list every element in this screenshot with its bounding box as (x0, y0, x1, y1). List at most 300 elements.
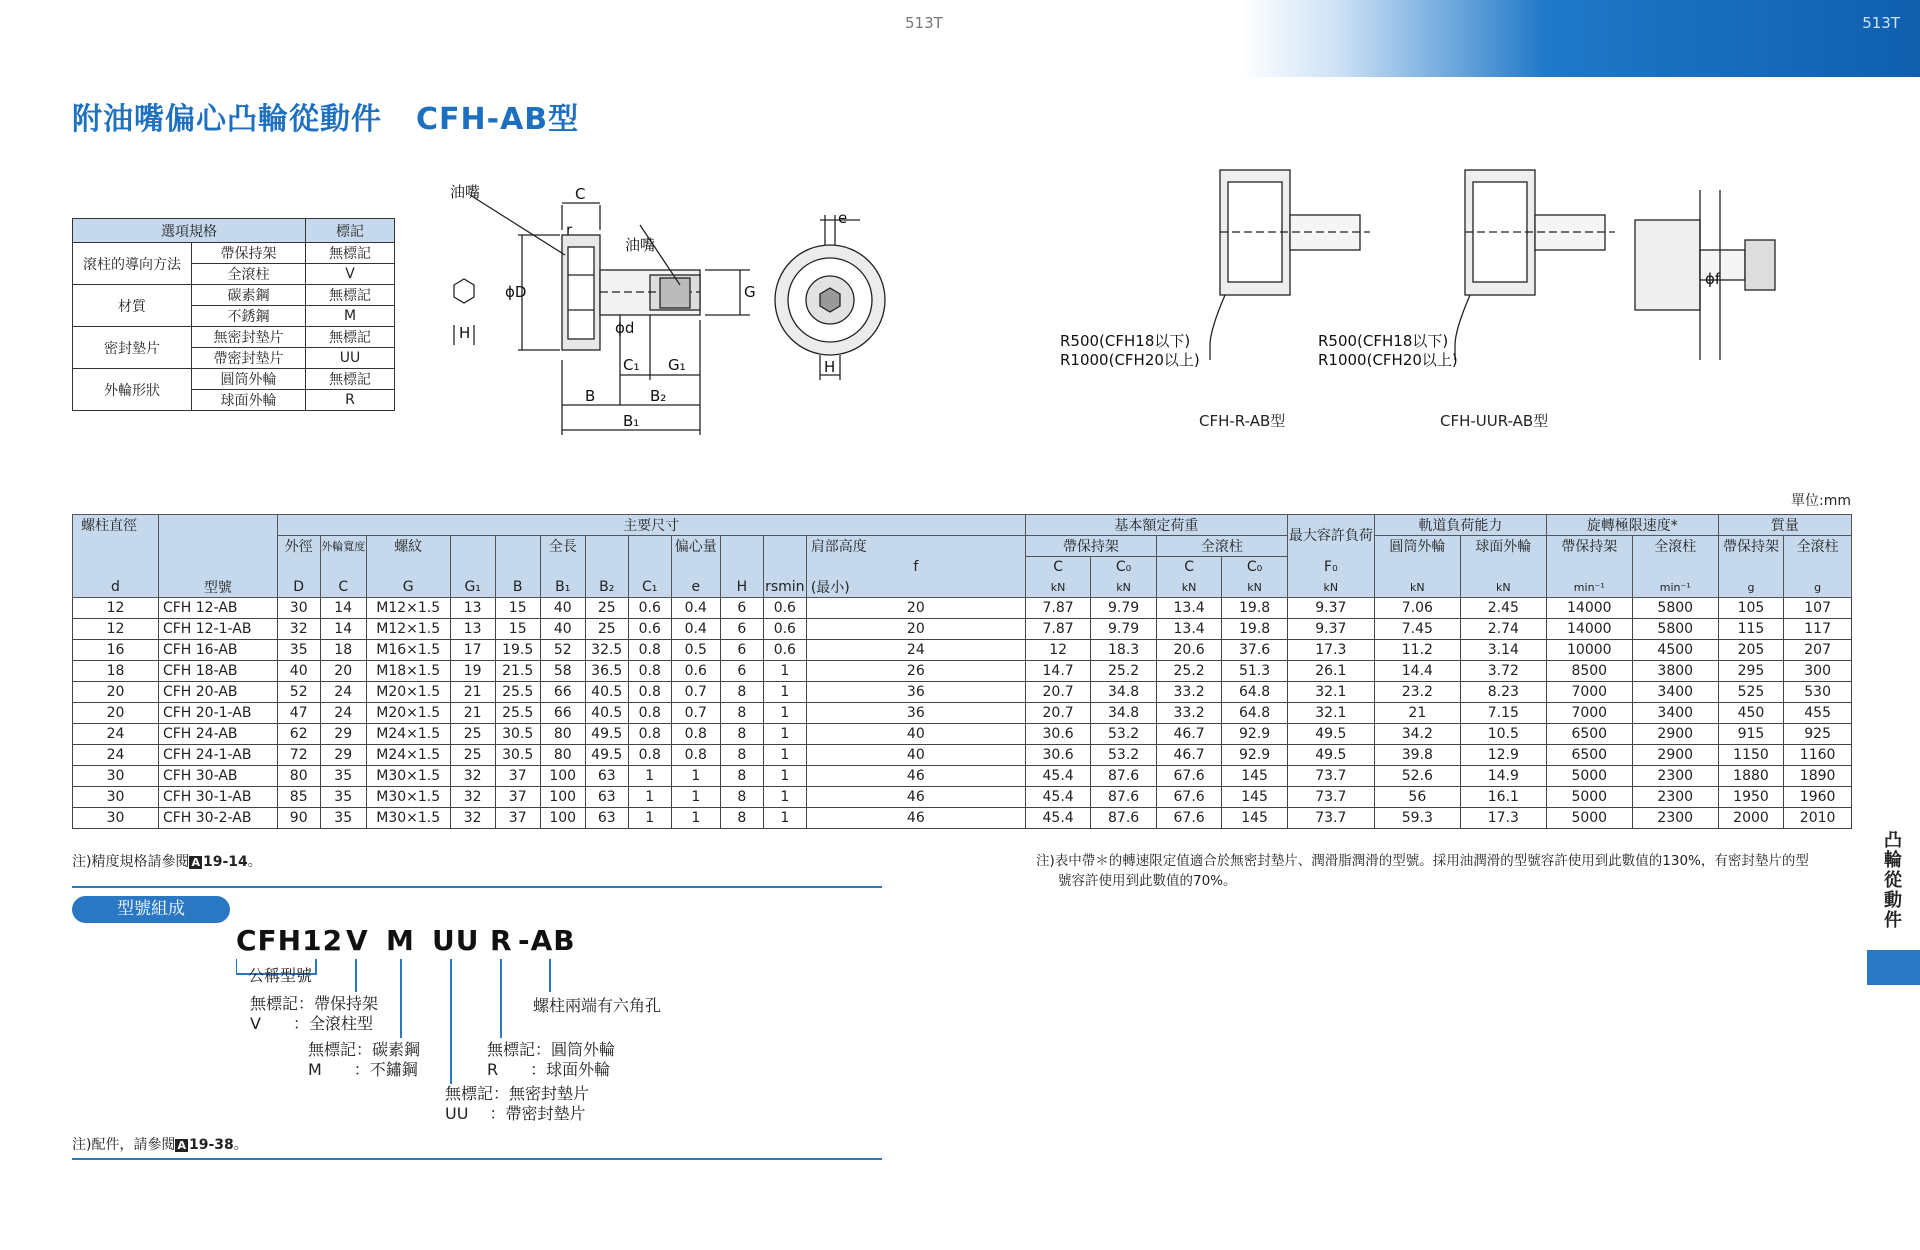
value-cell: 9.37 (1287, 619, 1374, 640)
unit-label: 單位:mm (1791, 493, 1851, 509)
value-cell: 24 (320, 682, 366, 703)
table-row (73, 640, 1852, 661)
value-cell: M20×1.5 (366, 703, 450, 724)
hdr-shoulder: 肩部高度 (806, 536, 1025, 557)
value-cell: 30 (277, 598, 320, 619)
symbol-cell: d (73, 577, 159, 598)
title-main: 附油嘴偏心凸輪從動件 (72, 102, 382, 137)
value-cell: 3400 (1632, 682, 1718, 703)
label-r: r (566, 221, 573, 239)
value-cell: 7000 (1546, 682, 1632, 703)
symbol-cell: D (277, 577, 320, 598)
legend-hex: 螺柱兩端有六角孔 (533, 996, 662, 1015)
value-cell: 8500 (1546, 661, 1632, 682)
ref-box-icon: A (177, 1139, 186, 1152)
value-cell: 49.5 (1287, 724, 1374, 745)
value-cell: M30×1.5 (366, 766, 450, 787)
r-note-2-line-2: R1000(CFH20以上) (1318, 351, 1458, 369)
note-precision (72, 851, 262, 871)
value-cell: 8 (720, 787, 763, 808)
value-cell: 80 (540, 745, 585, 766)
hdr-full-roller: 全滾柱 (1156, 536, 1287, 557)
value-cell: 53.2 (1091, 724, 1157, 745)
symbol-cell: e (671, 577, 720, 598)
value-cell: 20.6 (1156, 640, 1222, 661)
legend-material (308, 1040, 420, 1080)
value-cell: 35 (320, 766, 366, 787)
value-cell: 100 (540, 787, 585, 808)
header-band (1240, 0, 1920, 77)
value-cell: 2.45 (1460, 598, 1546, 619)
label-g: G (744, 283, 756, 301)
symbol-cell: C (320, 577, 366, 598)
value-cell: 73.7 (1287, 787, 1374, 808)
hdr-basic-load: 基本額定荷重 (1025, 515, 1287, 536)
value-cell: 0.8 (671, 724, 720, 745)
value-cell: 14000 (1546, 619, 1632, 640)
label-b1: B₁ (623, 412, 640, 430)
value-cell: 30.5 (495, 745, 540, 766)
model-cell: CFH 12-AB (158, 598, 277, 619)
value-cell: 30 (73, 808, 159, 829)
value-cell: 30.6 (1025, 745, 1091, 766)
value-cell: 30 (73, 787, 159, 808)
symbol-cell: G₁ (450, 577, 495, 598)
legend-material-1: 無標記：碳素鋼 (308, 1040, 421, 1059)
table-row (73, 598, 1852, 619)
symbol-cell: B (495, 577, 540, 598)
options-cell: 不銹鋼 (192, 306, 306, 327)
symbol-cell: rsmin (763, 577, 806, 598)
value-cell: 40 (540, 619, 585, 640)
value-cell: 46 (806, 787, 1025, 808)
value-cell: 1880 (1718, 766, 1784, 787)
value-cell: 20.7 (1025, 703, 1091, 724)
value-cell: 0.6 (628, 619, 671, 640)
value-cell: 0.6 (763, 640, 806, 661)
note-precision-ref (189, 854, 247, 870)
caption-cfh-r-ab: CFH-R-AB型 (1199, 412, 1286, 430)
code-part-seal: UU (432, 924, 480, 957)
options-cell: 帶保持架 (192, 243, 306, 264)
value-cell: 8 (720, 682, 763, 703)
value-cell: 2300 (1632, 787, 1718, 808)
value-cell: 8 (720, 703, 763, 724)
value-cell: 63 (585, 808, 628, 829)
value-cell: 530 (1784, 682, 1852, 703)
value-cell: 3400 (1632, 703, 1718, 724)
hdr-outer-dia: 外徑 (277, 536, 320, 557)
model-cell: CFH 12-1-AB (158, 619, 277, 640)
value-cell: 9.79 (1091, 619, 1157, 640)
options-group-material: 材質 (73, 285, 192, 327)
value-cell: 1160 (1784, 745, 1852, 766)
value-cell: 6 (720, 619, 763, 640)
value-cell: 300 (1784, 661, 1852, 682)
note-accessories-ref (175, 1137, 233, 1153)
value-cell: 49.5 (585, 745, 628, 766)
value-cell: 0.8 (628, 661, 671, 682)
value-cell: 18 (73, 661, 159, 682)
value-cell: 1890 (1784, 766, 1852, 787)
note-precision-text: 注)精度規格請參閱 (72, 854, 190, 870)
value-cell: 0.4 (671, 619, 720, 640)
value-cell: 51.3 (1222, 661, 1288, 682)
value-cell: 1150 (1718, 745, 1784, 766)
model-cell: CFH 20-AB (158, 682, 277, 703)
caption-cfh-uur-ab: CFH-UUR-AB型 (1440, 412, 1549, 430)
value-cell: 25 (585, 598, 628, 619)
model-cell: CFH 18-AB (158, 661, 277, 682)
value-cell: 46 (806, 808, 1025, 829)
value-cell: 72 (277, 745, 320, 766)
symbol-cell: kN (1091, 577, 1157, 598)
value-cell: 13.4 (1156, 619, 1222, 640)
value-cell: 67.6 (1156, 766, 1222, 787)
value-cell: 21 (1374, 703, 1460, 724)
value-cell: 7000 (1546, 703, 1632, 724)
value-cell: 35 (320, 808, 366, 829)
hdr-outer-width: 外輪寬度 (320, 536, 366, 557)
value-cell: 33.2 (1156, 703, 1222, 724)
value-cell: 25.2 (1091, 661, 1157, 682)
value-cell: 46.7 (1156, 724, 1222, 745)
value-cell: 10000 (1546, 640, 1632, 661)
label-oil-nipple-2: 油嘴 (625, 236, 656, 254)
value-cell: 5000 (1546, 766, 1632, 787)
table-row (73, 619, 1852, 640)
value-cell: 46 (806, 766, 1025, 787)
model-cell: CFH 30-1-AB (158, 787, 277, 808)
model-cell: CFH 20-1-AB (158, 703, 277, 724)
code-part-material: M (386, 924, 415, 957)
value-cell: 19.8 (1222, 598, 1288, 619)
hdr-eccentric: 偏心量 (671, 536, 720, 557)
value-cell: 0.6 (763, 619, 806, 640)
value-cell: 11.2 (1374, 640, 1460, 661)
divider (72, 1158, 882, 1160)
spec-rows (73, 598, 1852, 829)
value-cell: 67.6 (1156, 787, 1222, 808)
value-cell: 1 (763, 766, 806, 787)
value-cell: 64.8 (1222, 703, 1288, 724)
value-cell: 40 (277, 661, 320, 682)
spec-table (72, 514, 1852, 829)
value-cell: 9.37 (1287, 598, 1374, 619)
value-cell: 100 (540, 766, 585, 787)
hdr-c-2: C (1156, 557, 1222, 578)
value-cell: 34.2 (1374, 724, 1460, 745)
value-cell: 25.2 (1156, 661, 1222, 682)
value-cell: 32.1 (1287, 703, 1374, 724)
legend-guide-2: V ：全滾柱型 (250, 1014, 373, 1033)
options-cell: 無標記 (306, 327, 395, 348)
variant-drawings (1060, 160, 1780, 380)
value-cell: 90 (277, 808, 320, 829)
value-cell: 49.5 (585, 724, 628, 745)
value-cell: 13 (450, 598, 495, 619)
note-accessories (72, 1134, 248, 1154)
model-cell: CFH 30-2-AB (158, 808, 277, 829)
value-cell: 12 (1025, 640, 1091, 661)
value-cell: 1 (763, 724, 806, 745)
value-cell: 0.8 (628, 640, 671, 661)
value-cell: 5000 (1546, 787, 1632, 808)
value-cell: 32 (277, 619, 320, 640)
symbol-cell: (最小) (806, 577, 1025, 598)
title-model: CFH-AB型 (416, 102, 580, 137)
symbol-cell: kN (1374, 577, 1460, 598)
value-cell: 0.8 (671, 745, 720, 766)
options-cell: 球面外輪 (192, 390, 306, 411)
value-cell: 17 (450, 640, 495, 661)
hdr-f: f (806, 557, 1025, 578)
value-cell: 7.15 (1460, 703, 1546, 724)
value-cell: 2.74 (1460, 619, 1546, 640)
divider (72, 886, 882, 888)
value-cell: 15 (495, 598, 540, 619)
note-suffix: 。 (247, 854, 262, 870)
legend-guide-1: 無標記：帶保持架 (250, 994, 379, 1013)
value-cell: 525 (1718, 682, 1784, 703)
value-cell: 19.8 (1222, 619, 1288, 640)
value-cell: 32.5 (585, 640, 628, 661)
value-cell: 24 (806, 640, 1025, 661)
hdr-thread: 螺紋 (366, 536, 450, 557)
value-cell: 2010 (1784, 808, 1852, 829)
r-note-2-line-1: R500(CFH18以下) (1318, 332, 1449, 350)
legend-outer (487, 1040, 615, 1080)
label-e: e (838, 209, 848, 227)
options-group-outer: 外輪形狀 (73, 369, 192, 411)
value-cell: 30.6 (1025, 724, 1091, 745)
value-cell: 80 (277, 766, 320, 787)
ref-number: 19-38 (188, 1137, 234, 1153)
value-cell: 20.7 (1025, 682, 1091, 703)
symbol-cell: kN (1287, 577, 1374, 598)
value-cell: 1 (628, 787, 671, 808)
hdr-total-length: 全長 (540, 536, 585, 557)
value-cell: 2300 (1632, 808, 1718, 829)
value-cell: 35 (320, 787, 366, 808)
label-h-1: H (459, 324, 471, 342)
value-cell: M18×1.5 (366, 661, 450, 682)
value-cell: M30×1.5 (366, 808, 450, 829)
value-cell: 0.8 (628, 682, 671, 703)
options-cell: 無標記 (306, 285, 395, 306)
value-cell: 39.8 (1374, 745, 1460, 766)
options-cell: V (306, 264, 395, 285)
model-cell: CFH 24-1-AB (158, 745, 277, 766)
value-cell: 52 (540, 640, 585, 661)
value-cell: 32 (450, 787, 495, 808)
page-number-left: 513T (905, 14, 943, 32)
value-cell: M12×1.5 (366, 598, 450, 619)
options-cell: UU (306, 348, 395, 369)
symbol-cell: 型號 (158, 577, 277, 598)
value-cell: 0.7 (671, 682, 720, 703)
value-cell: 14.7 (1025, 661, 1091, 682)
value-cell: 915 (1718, 724, 1784, 745)
value-cell: 2300 (1632, 766, 1718, 787)
value-cell: 66 (540, 682, 585, 703)
value-cell: 13.4 (1156, 598, 1222, 619)
label-g1: G₁ (668, 356, 686, 374)
value-cell: 16 (73, 640, 159, 661)
dimension-drawing (440, 175, 900, 445)
options-cell: 無密封墊片 (192, 327, 306, 348)
hdr-f0: F₀ (1287, 557, 1374, 578)
symbol-cell: kN (1025, 577, 1091, 598)
value-cell: M24×1.5 (366, 724, 450, 745)
side-label: 凸輪從動件 (1881, 830, 1902, 930)
hdr-with-cage: 帶保持架 (1025, 536, 1156, 557)
value-cell: 36 (806, 682, 1025, 703)
value-cell: 25 (585, 619, 628, 640)
hdr-mass-full: 全滾柱 (1784, 536, 1852, 557)
value-cell: 925 (1784, 724, 1852, 745)
value-cell: 73.7 (1287, 766, 1374, 787)
value-cell: 8 (720, 766, 763, 787)
hdr-main-dims: 主要尺寸 (277, 515, 1025, 536)
legend-seal (445, 1084, 589, 1124)
value-cell: 66 (540, 703, 585, 724)
hdr-c: C (1025, 557, 1091, 578)
table-row (73, 766, 1852, 787)
hdr-mass: 質量 (1718, 515, 1851, 536)
value-cell: 59.3 (1374, 808, 1460, 829)
value-cell: 6 (720, 661, 763, 682)
value-cell: 145 (1222, 766, 1288, 787)
value-cell: 12 (73, 619, 159, 640)
value-cell: 1960 (1784, 787, 1852, 808)
value-cell: 1 (763, 787, 806, 808)
value-cell: 30.5 (495, 724, 540, 745)
legend-seal-2: UU ：帶密封墊片 (445, 1104, 586, 1123)
options-table (72, 218, 395, 411)
value-cell: 45.4 (1025, 766, 1091, 787)
value-cell: 63 (585, 787, 628, 808)
note-accessories-text: 注)配件，請參閱 (72, 1137, 176, 1153)
note-speed (1036, 851, 1856, 891)
value-cell: 1 (763, 703, 806, 724)
value-cell: 1 (671, 808, 720, 829)
symbol-cell: kN (1156, 577, 1222, 598)
value-cell: 26.1 (1287, 661, 1374, 682)
value-cell: 24 (73, 724, 159, 745)
value-cell: 12 (73, 598, 159, 619)
value-cell: 20 (806, 619, 1025, 640)
value-cell: 8 (720, 808, 763, 829)
value-cell: 15 (495, 619, 540, 640)
hdr-c0-2: C₀ (1222, 557, 1288, 578)
value-cell: 24 (320, 703, 366, 724)
value-cell: 40 (540, 598, 585, 619)
value-cell: 0.8 (628, 745, 671, 766)
value-cell: 100 (540, 808, 585, 829)
value-cell: 8 (720, 745, 763, 766)
value-cell: 1 (671, 787, 720, 808)
value-cell: 20 (320, 661, 366, 682)
label-oil-nipple-1: 油嘴 (450, 183, 481, 201)
value-cell: 1 (763, 808, 806, 829)
value-cell: 145 (1222, 787, 1288, 808)
ref-box-icon: A (191, 856, 200, 869)
label-c1: C₁ (623, 356, 640, 374)
value-cell: 17.3 (1287, 640, 1374, 661)
symbol-cell: H (720, 577, 763, 598)
label-f: ϕf (1705, 270, 1721, 288)
value-cell: 20 (73, 703, 159, 724)
value-cell: 25.5 (495, 682, 540, 703)
value-cell: 64.8 (1222, 682, 1288, 703)
value-cell: 10.5 (1460, 724, 1546, 745)
value-cell: 37 (495, 787, 540, 808)
value-cell: 18.3 (1091, 640, 1157, 661)
value-cell: 2900 (1632, 745, 1718, 766)
value-cell: 25 (450, 745, 495, 766)
value-cell: 21.5 (495, 661, 540, 682)
value-cell: M12×1.5 (366, 619, 450, 640)
value-cell: 6500 (1546, 724, 1632, 745)
value-cell: 2900 (1632, 724, 1718, 745)
value-cell: 20 (806, 598, 1025, 619)
value-cell: 455 (1784, 703, 1852, 724)
symbol-cell: kN (1222, 577, 1288, 598)
value-cell: 62 (277, 724, 320, 745)
options-cell: 無標記 (306, 369, 395, 390)
value-cell: 14 (320, 619, 366, 640)
value-cell: 14.4 (1374, 661, 1460, 682)
value-cell: 37.6 (1222, 640, 1288, 661)
label-b2: B₂ (650, 387, 667, 405)
symbol-cell: G (366, 577, 450, 598)
value-cell: 87.6 (1091, 766, 1157, 787)
legend-outer-1: 無標記：圓筒外輪 (487, 1040, 616, 1059)
value-cell: 34.8 (1091, 682, 1157, 703)
value-cell: 87.6 (1091, 787, 1157, 808)
value-cell: 0.4 (671, 598, 720, 619)
model-cell: CFH 30-AB (158, 766, 277, 787)
value-cell: 32.1 (1287, 682, 1374, 703)
legend-guide (250, 994, 378, 1034)
note-speed-line-2: 號容許使用到此數值的70%。 (1058, 873, 1237, 889)
value-cell: 0.5 (671, 640, 720, 661)
value-cell: 1 (671, 766, 720, 787)
value-cell: 24 (73, 745, 159, 766)
value-cell: 2000 (1718, 808, 1784, 829)
options-group-seal: 密封墊片 (73, 327, 192, 369)
hex-symbol-icon (454, 279, 474, 303)
value-cell: M20×1.5 (366, 682, 450, 703)
value-cell: 115 (1718, 619, 1784, 640)
value-cell: 8.23 (1460, 682, 1546, 703)
ref-number: 19-14 (202, 854, 248, 870)
value-cell: 37 (495, 808, 540, 829)
value-cell: 7.87 (1025, 619, 1091, 640)
value-cell: 205 (1718, 640, 1784, 661)
value-cell: 36 (806, 703, 1025, 724)
value-cell: 37 (495, 766, 540, 787)
value-cell: 29 (320, 745, 366, 766)
value-cell: 80 (540, 724, 585, 745)
value-cell: 40 (806, 724, 1025, 745)
value-cell: 3.14 (1460, 640, 1546, 661)
value-cell: 1 (763, 661, 806, 682)
value-cell: 14.9 (1460, 766, 1546, 787)
value-cell: 34.8 (1091, 703, 1157, 724)
section-tag-model-code: 型號組成 (72, 896, 230, 923)
